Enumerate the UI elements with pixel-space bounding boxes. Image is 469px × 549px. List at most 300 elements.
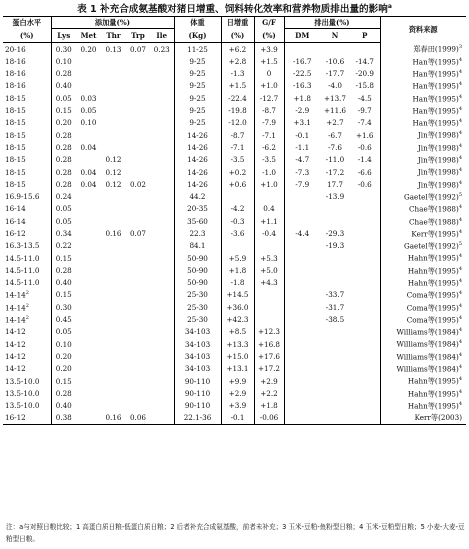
cell-n — [320, 326, 350, 338]
cell-adg — [221, 104, 254, 116]
cell-lys-text: 0.30 — [55, 302, 72, 312]
cell-dm — [284, 203, 320, 215]
cell-p — [350, 350, 380, 362]
cell-lys — [51, 166, 76, 178]
cell-ile — [150, 141, 174, 153]
cell-dm — [284, 375, 320, 387]
cell-thr — [101, 215, 126, 227]
cell-level-text: 18-15 — [5, 142, 26, 152]
cell-ile — [150, 252, 174, 264]
source-footnote-mark: 4 — [458, 118, 462, 125]
cell-adg-text: +36.0 — [226, 302, 249, 312]
header-met: Met — [76, 29, 101, 43]
cell-level-text: 14-12 — [5, 327, 26, 337]
cell-thr-text: 0.12 — [105, 155, 122, 165]
source-footnote-mark: 4 — [458, 155, 462, 162]
cell-adg-text: -3.6 — [230, 229, 245, 238]
cell-ile — [150, 68, 174, 80]
cell-lys — [51, 314, 76, 326]
cell-weight — [174, 215, 221, 227]
cell-adg — [221, 178, 254, 190]
cell-source-text: Jin等(1998) — [417, 180, 459, 189]
cell-adg-text: +8.5 — [228, 327, 247, 337]
cell-adg-text: -19.8 — [228, 106, 247, 116]
cell-p — [350, 326, 380, 338]
cell-source — [380, 92, 466, 104]
cell-lys — [51, 277, 76, 289]
cell-met — [76, 68, 101, 80]
cell-trp — [126, 277, 150, 289]
cell-dm — [284, 338, 320, 350]
header-adg-unit: (%) — [221, 29, 254, 43]
cell-dm — [284, 92, 320, 104]
cell-thr — [101, 43, 126, 56]
cell-thr-text: 0.13 — [105, 44, 122, 54]
cell-thr — [101, 326, 126, 338]
cell-adg — [221, 314, 254, 326]
cell-lys-text: 0.34 — [55, 229, 72, 238]
cell-level-text: 13.5-10.0 — [5, 401, 40, 411]
cell-level — [3, 203, 51, 215]
cell-n-text: -29.3 — [325, 229, 345, 238]
cell-ile — [150, 166, 174, 178]
cell-lys — [51, 117, 76, 129]
cell-source-text: Han等(1995) — [412, 93, 459, 103]
cell-source-text: Jin等(1998) — [417, 130, 459, 140]
cell-adg — [221, 92, 254, 104]
cell-thr — [101, 350, 126, 362]
cell-ile — [150, 55, 174, 67]
table-row — [3, 314, 466, 326]
cell-thr — [101, 400, 126, 412]
cell-source-text: Kerr等(2003) — [414, 413, 462, 423]
cell-adg — [221, 301, 254, 313]
cell-adg — [221, 400, 254, 412]
cell-lys — [51, 301, 76, 313]
cell-thr — [101, 375, 126, 387]
cell-met — [76, 363, 101, 375]
table-row — [3, 80, 466, 92]
cell-p — [350, 338, 380, 350]
cell-lys-text: 0.40 — [55, 81, 72, 91]
cell-thr — [101, 289, 126, 301]
cell-source-text: Han等(1995) — [412, 57, 459, 67]
cell-n-text: -19.3 — [325, 241, 345, 251]
cell-weight-text: 34-103 — [184, 339, 211, 349]
header-dm: DM — [284, 29, 320, 43]
cell-source — [380, 154, 466, 166]
cell-adg — [221, 129, 254, 141]
cell-n — [320, 92, 350, 104]
cell-source — [380, 117, 466, 129]
cell-level — [3, 326, 51, 338]
cell-source — [380, 191, 466, 203]
cell-n-text: -6.7 — [328, 130, 342, 140]
cell-weight-text: 14-26 — [187, 130, 208, 140]
cell-lys — [51, 412, 76, 425]
cell-gf — [254, 412, 284, 425]
cell-level-text: 14-14 — [5, 290, 26, 300]
cell-gf-text: -12.7 — [259, 93, 279, 103]
cell-level — [3, 154, 51, 166]
cell-thr — [101, 314, 126, 326]
cell-gf — [254, 400, 284, 412]
cell-thr — [101, 277, 126, 289]
cell-met-text: 0.04 — [80, 142, 97, 152]
cell-dm — [284, 264, 320, 276]
cell-gf — [254, 363, 284, 375]
cell-lys — [51, 375, 76, 387]
cell-dm — [284, 68, 320, 80]
cell-p — [350, 252, 380, 264]
cell-trp — [126, 141, 150, 153]
cell-level-text: 14.5-11.0 — [5, 265, 40, 275]
cell-gf — [254, 264, 284, 276]
cell-ile — [150, 191, 174, 203]
cell-trp — [126, 129, 150, 141]
cell-weight-text: 9-25 — [189, 56, 206, 66]
cell-n — [320, 289, 350, 301]
cell-level-text: 14.5-11.0 — [5, 253, 40, 263]
cell-n-text: -4.0 — [328, 81, 342, 91]
cell-weight-text: 14-26 — [187, 155, 208, 165]
cell-gf-text: +2.9 — [260, 376, 278, 386]
table-row — [3, 338, 466, 350]
source-footnote-mark: 4 — [458, 339, 462, 346]
cell-adg — [221, 375, 254, 387]
source-footnote-mark: 4 — [458, 265, 462, 272]
cell-weight-text: 90-110 — [184, 401, 211, 411]
cell-n — [320, 43, 350, 56]
cell-weight — [174, 338, 221, 350]
cell-source — [380, 387, 466, 399]
cell-weight-text: 22.3 — [189, 229, 206, 238]
cell-source — [380, 338, 466, 350]
footnote-text: 注：a与对照日粮比较；1 高蛋白质日粮-低蛋白质日粮；2 后者补充合成氨基酸，前者未补充；3 玉米-豆粕-鱼粉型日粮；4 玉米-豆粕型日粮；5 小麦-大麦-豆粕型日粮。 — [6, 523, 465, 543]
cell-lys-text: 0.05 — [55, 204, 72, 214]
cell-p — [350, 314, 380, 326]
cell-weight-text: 9-25 — [189, 106, 206, 116]
source-footnote-mark: 4 — [458, 228, 462, 235]
cell-level-text: 18-16 — [5, 69, 26, 79]
cell-weight-text: 44.2 — [189, 192, 206, 202]
cell-level — [3, 252, 51, 264]
cell-n — [320, 117, 350, 129]
header-n: N — [320, 29, 350, 43]
cell-weight — [174, 92, 221, 104]
cell-level — [3, 68, 51, 80]
cell-met — [76, 129, 101, 141]
source-footnote-mark: 4 — [458, 68, 462, 75]
cell-p — [350, 264, 380, 276]
cell-n — [320, 178, 350, 190]
cell-gf — [254, 252, 284, 264]
cell-gf-text: +1.5 — [260, 56, 278, 66]
cell-weight — [174, 314, 221, 326]
cell-lys-text: 0.28 — [55, 155, 72, 165]
cell-source-text: Williams等(1984) — [396, 352, 459, 362]
cell-trp — [126, 289, 150, 301]
cell-met — [76, 375, 101, 387]
cell-gf-text: -0.06 — [259, 413, 279, 423]
cell-n-text: -38.5 — [325, 315, 345, 325]
cell-ile — [150, 301, 174, 313]
cell-level — [3, 400, 51, 412]
table-title-text: 表 1 补充合成氨基酸对猪日增重、饲料转化效率和营养物质排出量的影响 — [77, 4, 388, 15]
cell-trp — [126, 166, 150, 178]
source-footnote-mark: 5 — [458, 241, 462, 248]
cell-source-text: Han等(1995) — [412, 69, 459, 79]
cell-lys — [51, 129, 76, 141]
cell-source — [380, 55, 466, 67]
cell-n — [320, 55, 350, 67]
cell-trp — [126, 215, 150, 227]
cell-source-text: Coma等(1995) — [406, 315, 459, 325]
cell-weight-text: 14-26 — [187, 142, 208, 152]
cell-met — [76, 350, 101, 362]
cell-level-text: 20-16 — [5, 44, 26, 54]
cell-trp — [126, 252, 150, 264]
cell-met — [76, 80, 101, 92]
cell-weight-text: 34-103 — [184, 364, 211, 374]
cell-source-text: Gaetel等(1992) — [404, 192, 459, 202]
cell-dm-text: -7.9 — [295, 179, 310, 189]
cell-trp — [126, 227, 150, 239]
cell-adg — [221, 166, 254, 178]
source-footnote-mark: 4 — [458, 93, 462, 100]
cell-source-text: Han等(1995) — [412, 106, 459, 116]
cell-gf — [254, 314, 284, 326]
cell-dm-text: -16.7 — [293, 56, 312, 66]
cell-level — [3, 314, 51, 326]
table-body — [3, 43, 466, 425]
cell-n — [320, 227, 350, 239]
cell-trp — [126, 55, 150, 67]
header-protein-unit: (%) — [3, 29, 51, 43]
cell-trp — [126, 301, 150, 313]
cell-source-text: Jin等(1998) — [417, 167, 459, 177]
cell-thr — [101, 141, 126, 153]
cell-met — [76, 55, 101, 67]
cell-level-text: 14-12 — [5, 364, 26, 374]
cell-gf-text: +17.2 — [257, 364, 281, 374]
level-footnote-mark: 2 — [25, 302, 29, 309]
cell-source-text: Hahn等(1995) — [407, 266, 459, 276]
cell-level-text: 13.5-10.0 — [5, 376, 40, 386]
cell-weight-text: 14-26 — [187, 167, 208, 177]
cell-n — [320, 264, 350, 276]
cell-gf — [254, 326, 284, 338]
cell-level — [3, 277, 51, 289]
cell-source — [380, 141, 466, 153]
cell-gf-text: +5.3 — [260, 253, 278, 263]
cell-lys — [51, 203, 76, 215]
cell-adg — [221, 363, 254, 375]
cell-thr — [101, 203, 126, 215]
table-row — [3, 178, 466, 190]
cell-p-text: -15.8 — [355, 81, 374, 91]
cell-thr — [101, 387, 126, 399]
cell-source-text: Coma等(1995) — [406, 290, 459, 300]
cell-ile — [150, 314, 174, 326]
cell-source — [380, 277, 466, 289]
cell-level — [3, 141, 51, 153]
cell-ile — [150, 326, 174, 338]
cell-lys-text: 0.15 — [55, 290, 72, 300]
cell-gf-text: +1.0 — [260, 81, 278, 91]
cell-lys-text: 0.20 — [55, 118, 72, 128]
cell-thr-text: 0.12 — [105, 179, 122, 189]
cell-source — [380, 215, 466, 227]
cell-source-text: Williams等(1984) — [396, 364, 459, 374]
source-footnote-mark: 4 — [458, 216, 462, 223]
source-footnote-mark: 4 — [458, 105, 462, 112]
cell-adg-text: -1.8 — [230, 278, 245, 288]
cell-weight-text: 84.1 — [189, 241, 206, 251]
cell-dm — [284, 363, 320, 375]
cell-weight — [174, 166, 221, 178]
table-row — [3, 363, 466, 375]
cell-lys — [51, 80, 76, 92]
cell-p — [350, 92, 380, 104]
cell-weight — [174, 141, 221, 153]
cell-met — [76, 227, 101, 239]
cell-met-text: 0.04 — [80, 167, 97, 177]
cell-adg — [221, 326, 254, 338]
cell-thr — [101, 363, 126, 375]
cell-n — [320, 80, 350, 92]
table-row — [3, 154, 466, 166]
cell-weight-text: 25-30 — [187, 315, 208, 325]
cell-gf — [254, 375, 284, 387]
cell-gf-text: +1.8 — [260, 401, 278, 411]
source-footnote-mark: 4 — [458, 81, 462, 88]
table-row — [3, 227, 466, 239]
cell-source-text: Hahn等(1995) — [407, 253, 459, 263]
cell-p — [350, 104, 380, 116]
cell-ile — [150, 375, 174, 387]
cell-gf-text: -3.5 — [262, 155, 276, 165]
table-row — [3, 350, 466, 362]
cell-p — [350, 191, 380, 203]
cell-trp — [126, 117, 150, 129]
cell-adg — [221, 264, 254, 276]
cell-trp — [126, 326, 150, 338]
header-weight: 体重 — [174, 17, 221, 29]
cell-level-text: 14-12 — [5, 351, 26, 361]
cell-level-text: 16-14 — [5, 204, 26, 214]
cell-adg-text: -7.1 — [230, 142, 245, 152]
cell-n-text: -33.7 — [325, 290, 345, 300]
cell-dm — [284, 252, 320, 264]
cell-dm — [284, 289, 320, 301]
cell-p — [350, 387, 380, 399]
cell-thr — [101, 117, 126, 129]
table-row — [3, 129, 466, 141]
cell-level-text: 16-12 — [5, 229, 26, 238]
cell-source — [380, 350, 466, 362]
cell-level — [3, 166, 51, 178]
table-row — [3, 387, 466, 399]
cell-n — [320, 166, 350, 178]
level-footnote-mark: 2 — [25, 290, 29, 297]
cell-weight-text: 9-25 — [189, 118, 206, 128]
cell-source-text: Han等(1995) — [412, 81, 459, 91]
cell-thr-text: 0.16 — [105, 413, 122, 423]
cell-ile — [150, 215, 174, 227]
cell-n — [320, 400, 350, 412]
table-row — [3, 215, 466, 227]
cell-thr — [101, 191, 126, 203]
cell-level-text: 18-15 — [5, 118, 26, 128]
cell-lys-text: 0.45 — [55, 315, 72, 325]
cell-trp — [126, 264, 150, 276]
source-footnote-mark: 4 — [458, 277, 462, 284]
cell-source-text: Hahn等(1995) — [407, 401, 459, 411]
cell-adg-text: -12.0 — [228, 118, 247, 128]
cell-gf — [254, 154, 284, 166]
cell-p — [350, 412, 380, 425]
cell-adg-text: +2.8 — [228, 56, 247, 66]
cell-gf-text: +4.3 — [260, 278, 278, 288]
cell-n — [320, 203, 350, 215]
header-trp: Trp — [126, 29, 150, 43]
cell-weight-text: 34-103 — [184, 351, 211, 361]
cell-level — [3, 55, 51, 67]
cell-dm — [284, 350, 320, 362]
cell-p — [350, 375, 380, 387]
cell-weight — [174, 55, 221, 67]
cell-ile — [150, 43, 174, 56]
cell-level — [3, 80, 51, 92]
cell-gf-text: +2.2 — [260, 388, 278, 398]
cell-thr-text: 0.12 — [105, 167, 122, 177]
cell-p — [350, 203, 380, 215]
cell-source — [380, 400, 466, 412]
cell-level-text: 16-12 — [5, 413, 26, 423]
cell-n-text: -7.6 — [328, 142, 342, 152]
cell-dm — [284, 141, 320, 153]
header-excretion-group: 排出量(%) — [284, 17, 380, 29]
cell-adg-text: +6.2 — [228, 44, 247, 54]
cell-gf-text: +3.9 — [260, 44, 278, 54]
cell-weight — [174, 400, 221, 412]
title-footnote-mark: a — [387, 2, 392, 10]
cell-ile — [150, 80, 174, 92]
cell-level — [3, 191, 51, 203]
cell-ile — [150, 178, 174, 190]
cell-source-text: Hahn等(1995) — [407, 376, 459, 386]
cell-adg-text: -3.5 — [230, 155, 245, 165]
cell-weight — [174, 203, 221, 215]
cell-gf — [254, 55, 284, 67]
cell-gf — [254, 203, 284, 215]
table-row — [3, 240, 466, 252]
cell-trp-text: 0.07 — [129, 229, 146, 238]
cell-dm — [284, 240, 320, 252]
cell-lys — [51, 240, 76, 252]
cell-weight — [174, 191, 221, 203]
cell-weight — [174, 277, 221, 289]
cell-lys-text: 0.05 — [55, 327, 72, 337]
cell-n-text: -17.2 — [325, 167, 345, 177]
cell-met-text: 0.10 — [80, 118, 97, 128]
source-footnote-mark: 4 — [458, 364, 462, 371]
source-footnote-mark: 4 — [458, 130, 462, 137]
cell-level — [3, 117, 51, 129]
cell-trp — [126, 240, 150, 252]
header-gf: G/F — [254, 17, 284, 29]
